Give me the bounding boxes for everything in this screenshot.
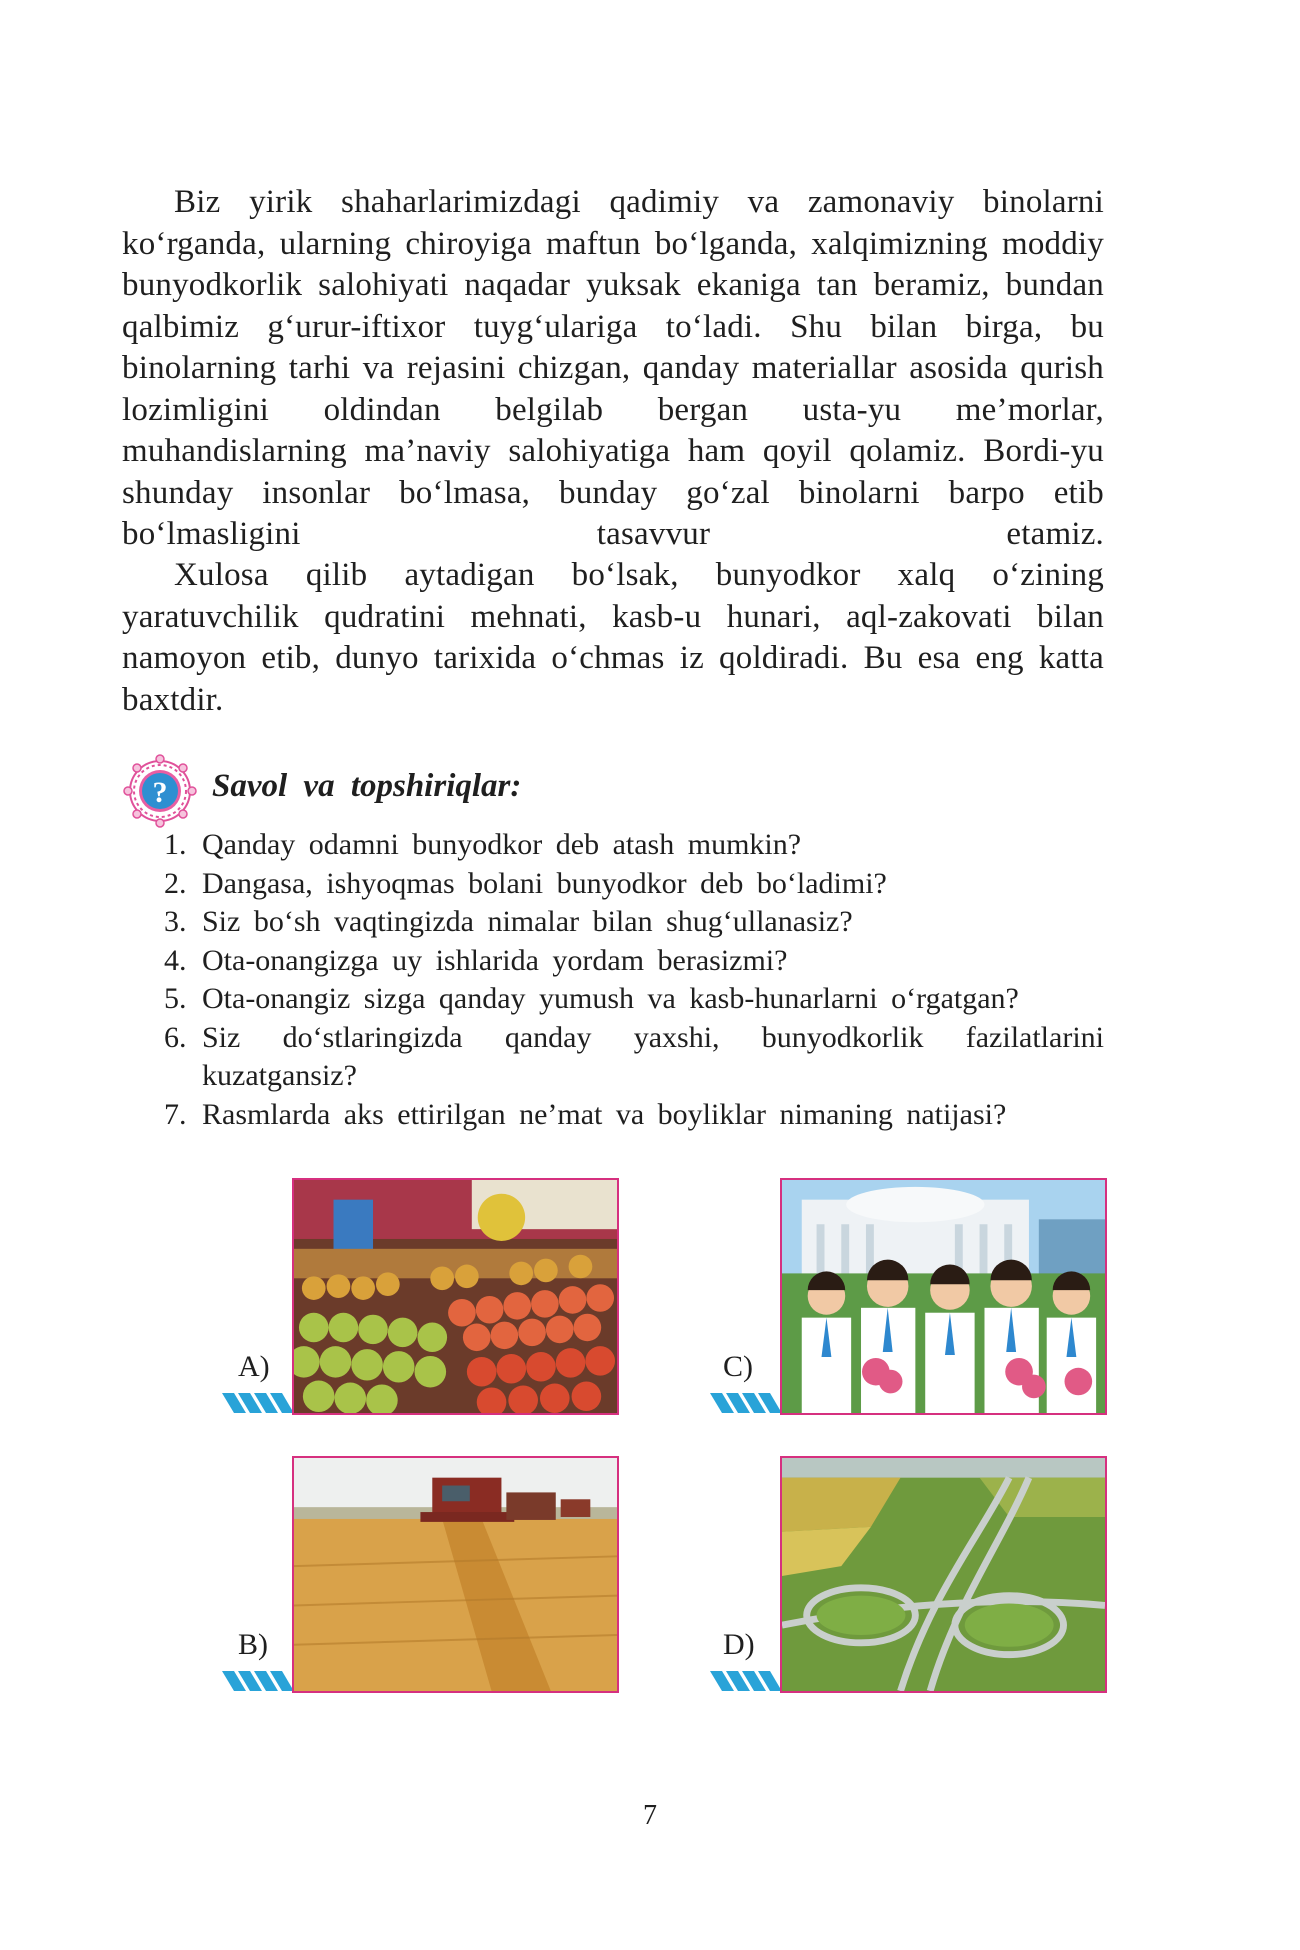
question-text: Rasmlarda aks ettirilgan ne’mat va boyliklar nimaning natijasi? [202,1097,1007,1131]
question-number: 7. [164,1097,187,1131]
question-mark-icon [122,753,198,829]
question-item [164,903,1104,942]
question-item [164,1096,1104,1135]
questions-list [164,826,1104,1134]
stripes-decoration-icon [710,1393,780,1413]
question-number: 6. [164,1020,187,1054]
question-number: 3. [164,905,187,938]
questions-heading [122,753,722,829]
svg-text:?: ? [152,776,168,809]
question-text: Ota-onangizga uy ishlarida yordam berasizmi? [202,943,788,977]
highway-interchange-photo [780,1456,1107,1693]
fruit-market-photo [292,1178,619,1415]
question-text: Siz do‘stlaringizda qanday yaxshi, bunyodkorlik fazilatlarini kuzatgansiz? [202,1020,1104,1092]
question-number: 5. [164,982,187,1015]
question-item [164,980,1104,1019]
question-number: 1. [164,828,187,861]
schoolchildren-photo [780,1178,1107,1415]
photo-label-b: B) [238,1628,268,1661]
question-number: 4. [164,943,187,977]
question-number: 2. [164,866,187,900]
page-number: 7 [643,1800,657,1831]
paragraph-1: Biz yirik shaharlarimizdagi qadimiy va zamonaviy binolarni ko‘rganda, ularning chiroyiga maftun bo‘lganda, xalqimizning moddiy bunyodkorlik salohiyati naqadar yuksak ekaniga tan beramiz, bundan qalbimiz g‘urur-iftixor tuyg‘ulariga to‘ladi. Shu bilan birga, bu binolarning tarhi va rejasini chizgan, qanday materiallar asosida qurish lozimligini oldindan belgilab bergan usta-yu me’morlar, muhandislarning ma’naviy salohiyatiga ham qoyil qolamiz. Bordi-yu shunday insonlar bo‘lmasa, bunday go‘zal binolarni barpo etib bo‘lmasligini tasavvur etamiz. [122,184,1104,552]
question-text: Dangasa, ishyoqmas bolani bunyodkor deb bo‘ladimi? [202,866,887,900]
stripes-decoration-icon [222,1393,292,1413]
paragraph-2: Xulosa qilib aytadigan bo‘lsak, bunyodkor xalq o‘zining yaratuvchilik qudratini mehnati, kasb-u hunari, aql-zakovati bilan namoyon etib, dunyo tarixida o‘chmas iz qoldiradi. Bu esa eng katta baxtdir. [122,557,1104,718]
question-item [164,865,1104,904]
question-item [164,1019,1104,1096]
questions-title: Savol va topshiriqlar: [212,768,522,804]
stripes-decoration-icon [710,1671,780,1691]
question-text: Ota-onangiz sizga qanday yumush va kasb-hunarlarni o‘rgatgan? [202,982,1019,1015]
photo-label-d: D) [723,1628,755,1661]
question-text: Qanday odamni bunyodkor deb atash mumkin? [202,828,802,861]
question-text: Siz bo‘sh vaqtingizda nimalar bilan shug‘ullanasiz? [202,905,853,938]
wheat-harvest-photo [292,1456,619,1693]
photo-label-c: C) [723,1350,753,1383]
question-item [164,826,1104,865]
stripes-decoration-icon [222,1671,292,1691]
photo-label-a: A) [238,1350,270,1383]
question-item [164,942,1104,981]
